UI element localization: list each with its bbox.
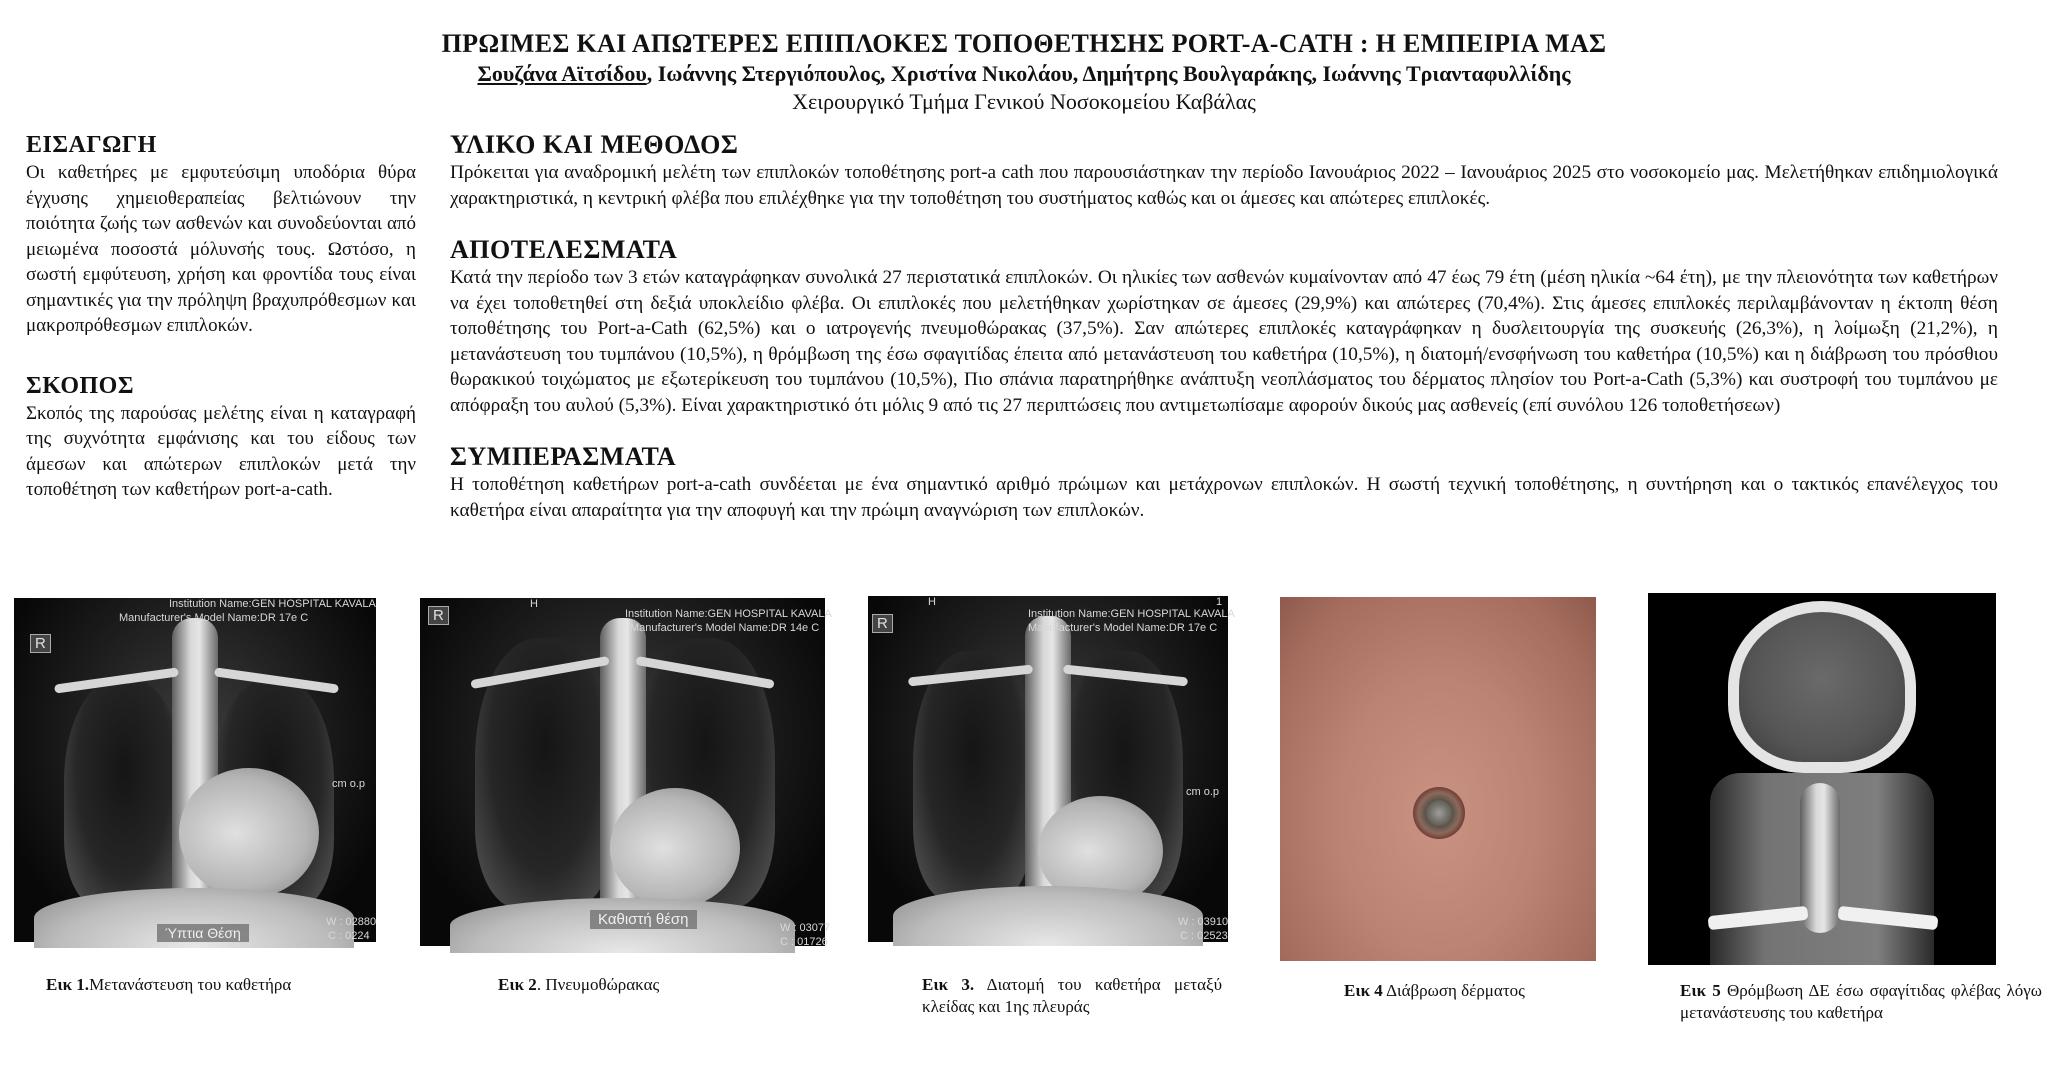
intro-text: Οι καθετήρες με εμφυτεύσιμη υποδόρια θύρα έγχυσης χημειοθεραπείας βελτιώνουν την ποιότητα ζωής των ασθενών και συνοδεύονται από μειωμένα ποσοστά μόλυνσής τους. Ωστόσο, η σωστή εμφύτευση, χρήση και φροντίδα τους είναι σημαντικές για την πρόληψη βραχυπρόθεσμων και μακροπρόθεσμων επιπλοκών. [26,162,416,336]
right-column [450,130,1998,523]
figure-2-top-marker: H [530,598,538,610]
figure-3-caption-text: Διατομή του καθετήρα μεταξύ κλείδας και 1ης πλευράς [922,975,1222,1016]
figure-3-model-text: Manufacturer's Model Name:DR 17e C [1028,622,1218,634]
figure-3-side-marker: R [872,614,893,633]
aim-heading: ΣΚΟΠΟΣ [26,372,135,399]
figure-2-label: Εικ 2 [498,975,537,994]
figure-4-label: Εικ 4 [1344,981,1383,1000]
figure-1-center-text: C : 0224 [328,930,370,942]
methods-heading: ΥΛΙΚΟ ΚΑΙ ΜΕΘΟΔΟΣ [450,130,739,159]
figure-2-institution-text: Institution Name:GEN HOSPITAL KAVALA [625,608,832,620]
figure-3-label: Εικ 3. [922,975,975,994]
figure-1-scale-text: cm o.p [332,778,366,790]
figure-2-caption [498,974,798,996]
figure-3-window-text: W : 03910 [1178,916,1229,928]
first-author: Σουζάνα Αϊτσίδου [477,61,647,86]
figure-3-top-marker: H [928,596,936,608]
figure-3-institution-text: Institution Name:GEN HOSPITAL KAVALA [1028,608,1235,620]
figure-2-center-text: C : 01726 [780,936,828,948]
figure-2-model-text: Manufacturer's Model Name:DR 14e C [630,622,820,634]
figure-4-caption-text: Διάβρωση δέρματος [1382,981,1525,1000]
figure-3-scale-text: cm o.p [1186,786,1220,798]
methods-text: Πρόκειται για αναδρομική μελέτη των επιπλοκών τοποθέτησης port-a cath που παρουσιάστηκαν την περίοδο Ιανουάριος 2022 – Ιανουάριος 2025 στο νοσοκομείο μας. Μελετήθηκαν επιδημιολογικά χαρακτηριστικά, η κεντρική φλέβα που επιλέχθηκε για την τοποθέτηση του συστήματος καθώς και οι άμεσες και απώτερες επιπλοκές. [450,162,1998,209]
co-authors: , Ιωάννης Στεργιόπουλος, Χριστίνα Νικολάου, Δημήτρης Βουλγαράκης, Ιωάννης Τριανταφυλλίδης [646,61,1571,86]
figure-5-caption [1680,980,2042,1024]
figure-1-label: Εικ 1. [46,975,90,994]
poster-header [0,28,2048,116]
figure-4-caption [1344,980,1594,1002]
figure-1-position-label: Ύπτια Θέση [157,924,249,942]
figure-2-xray-image [420,598,832,948]
figure-2-window-text: W : 03077 [780,922,831,934]
figure-3-center-text: C : 02523 [1180,930,1228,942]
aim-text: Σκοπός της παρούσας μελέτης είναι η καταγραφή της συχνότητα εμφάνισης και του είδους των άμεσων και απώτερων επιπλοκών μετά την τοποθέτηση των καθετήρων port-a-cath. [26,402,416,500]
results-text: Κατά την περίοδο των 3 ετών καταγράφηκαν συνολικά 27 περιστατικά επιπλοκών. Οι ηλικίες των ασθενών κυμαίνονταν από 47 έως 79 έτη (μέση ηλικία ~64 έτη), με την πλειονότητα των καθετήρων να έχει τοποθετηθεί στη δεξιά υποκλείδιο φλέβα. Οι επιπλοκές που μελετήθηκαν χωρίστηκαν σε άμεσες (29,9%) και απώτερες (70,4%). Στις άμεσες επιπλοκές περιλαμβάνονταν η έκτοπη θέση τοποθέτησης του Port-a-Cath (62,5%) και ο ιατρογενής πνευμοθώρακας (37,5%). Σαν απώτερες επιπλοκές καταγράφηκαν η δυσλειτουργία της συσκευής (26,3%), η λοίμωξη (21,2%), η μετανάστευση του τυμπάνου (10,5%), η θρόμβωση της έσω σφαγιτίδας έπειτα από μετανάστευση του καθετήρα (10,5%), η διατομή/ενσφήνωση του καθετήρα (10,5%) και η διάβρωση του πρόσθιου θωρακικού τοιχώματος με εξωτερίκευση του τυμπάνου (10,5%), Πιο σπάνια παρατηρήθηκε ανάπτυξη νεοπλάσματος του δέρματος πλησίον του Port-a-Cath (5,3%) και συστροφή του τυμπάνου με απόφραξη του αυλού (5,3%). Είναι χαρακτηριστικό ότι μόλις 9 από τις 27 περιπτώσεις που αντιμετωπίσαμε αφορούν δικούς μας ασθενείς (επί συνόλου 126 τοποθετήσεων) [450,267,1998,416]
figure-1-caption [46,974,366,996]
author-list [0,60,2048,88]
affiliation: Χειρουργικό Τμήμα Γενικού Νοσοκομείου Καβάλας [792,89,1256,114]
figure-5-caption-text: Θρόμβωση ΔΕ έσω σφαγίτιδας φλέβας λόγω μετανάστευσης του καθετήρα [1680,981,2042,1022]
left-column [26,130,416,503]
figure-1-institution-text: Institution Name:GEN HOSPITAL KAVALA [169,598,376,610]
figure-2-side-marker: R [428,606,449,625]
intro-heading: ΕΙΣΑΓΩΓΗ [26,132,157,158]
figure-1-caption-text: Μετανάστευση του καθετήρα [89,975,292,994]
figure-1-model-text: Manufacturer's Model Name:DR 17e C [119,612,309,624]
figure-5-label: Εικ 5 [1680,981,1721,1000]
figure-4-skin-photo [1280,597,1596,961]
results-heading: ΑΠΟΤΕΛΕΣΜΑΤΑ [450,235,678,264]
figure-2-position-label: Καθιστή θέση [590,910,697,929]
poster-title: ΠΡΩΙΜΕΣ ΚΑΙ ΑΠΩΤΕΡΕΣ ΕΠΙΠΛΟΚΕΣ ΤΟΠΟΘΕΤΗΣΗΣ PORT-A-CATH : Η ΕΜΠΕΙΡΙΑ ΜΑΣ [441,29,1607,58]
figure-5-ct-image [1648,593,1996,965]
figure-2-caption-text: . Πνευμοθώρακας [536,975,660,994]
figure-1-side-marker: R [30,634,51,653]
conclusions-text: Η τοποθέτηση καθετήρων port-a-cath συνδέεται με ένα σημαντικό αριθμό πρώιμων και μετάχρονων επιπλοκών. Η σωστή τεχνική τοποθέτησης, η συντήρηση και ο τακτικός επανέλεγχος του καθετήρα είναι απαραίτητα για την αποφυγή και την πρώιμη αναγνώριση των επιπλοκών. [450,474,1998,521]
figure-1-xray-image [14,598,376,942]
figure-3-corner-marker: 1 [1216,596,1223,608]
figure-3-caption [922,974,1222,1018]
conclusions-heading: ΣΥΜΠΕΡΑΣΜΑΤΑ [450,442,677,471]
figure-3-xray-image [868,596,1235,942]
figure-1-window-text: W : 02880 [326,916,377,928]
